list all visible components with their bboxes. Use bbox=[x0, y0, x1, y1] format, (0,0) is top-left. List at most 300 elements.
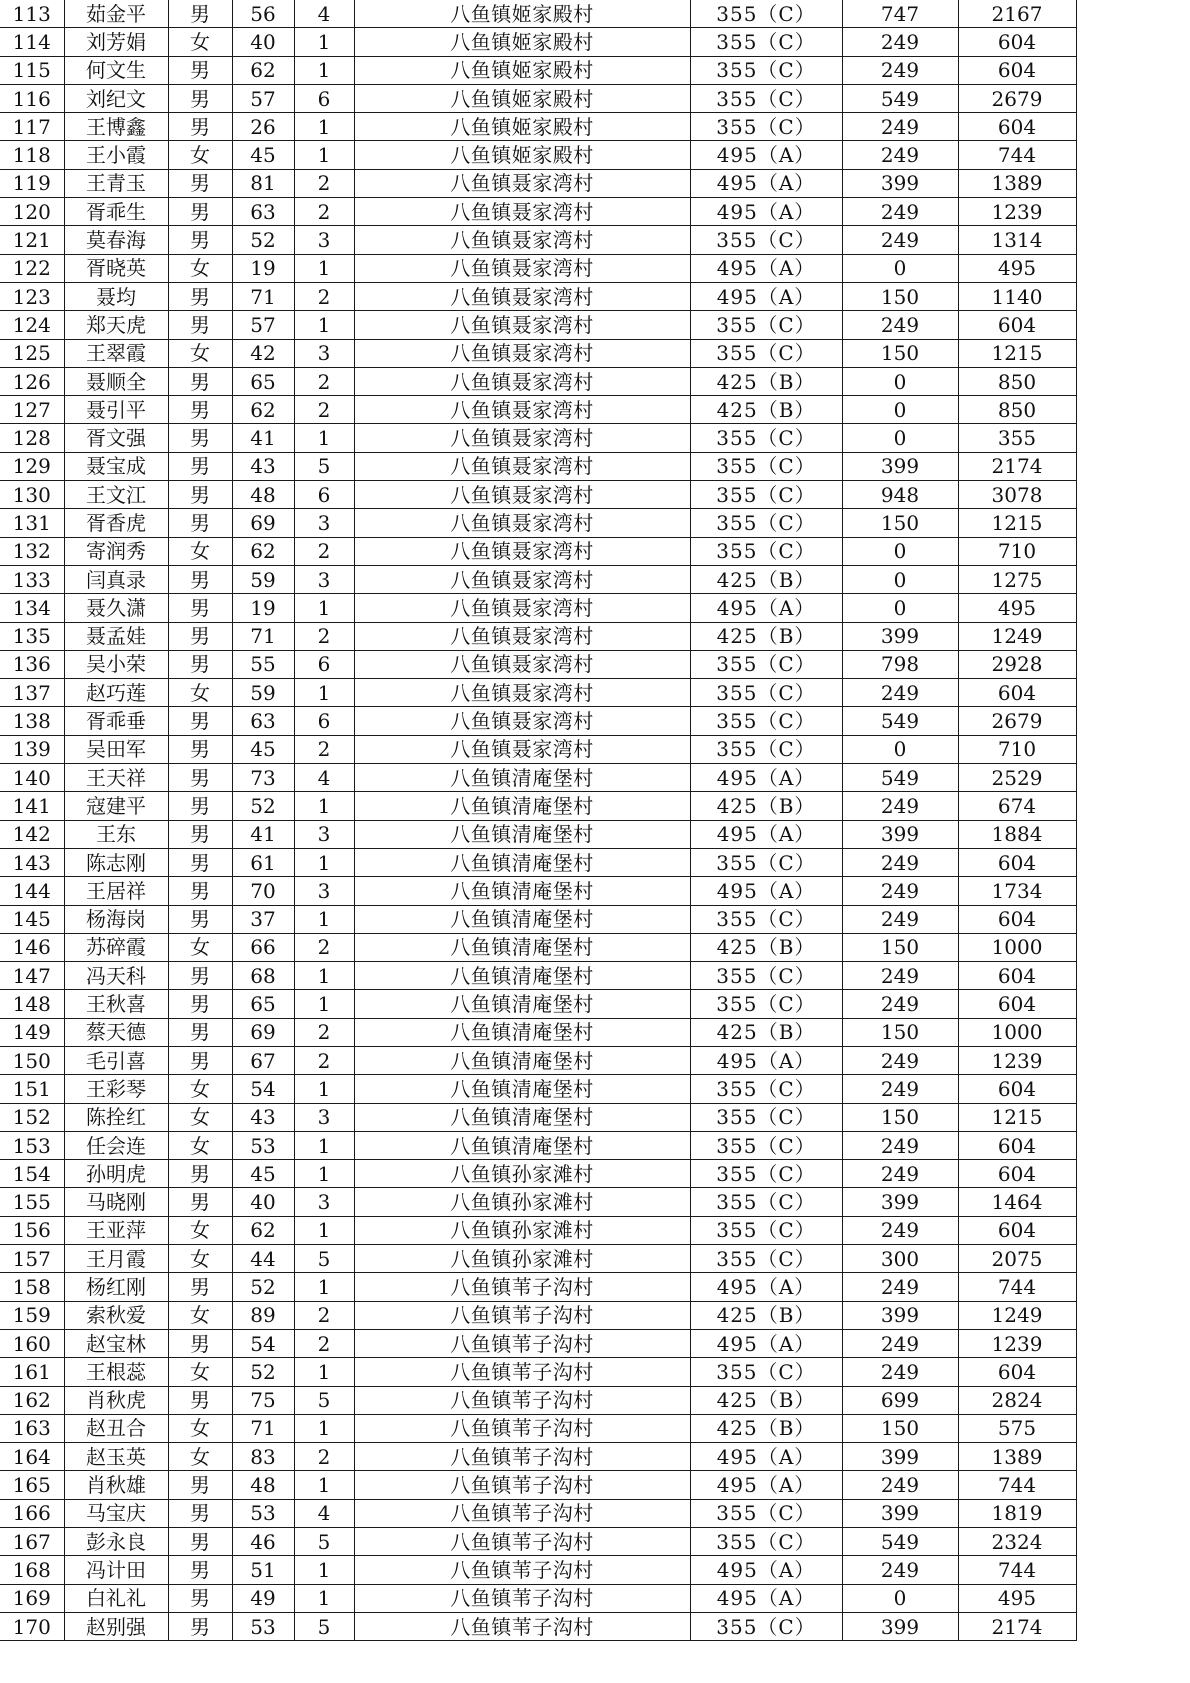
age-cell: 73 bbox=[232, 764, 294, 792]
serial-cell: 115 bbox=[0, 56, 64, 84]
name-cell: 茹金平 bbox=[64, 0, 168, 28]
serial-cell: 162 bbox=[0, 1386, 64, 1414]
standard-cell: 355（C） bbox=[690, 226, 842, 254]
address-cell: 八鱼镇清庵堡村 bbox=[354, 1018, 690, 1046]
gender-cell: 男 bbox=[168, 169, 232, 197]
table-row bbox=[0, 707, 1076, 735]
table-row bbox=[0, 1103, 1076, 1131]
total-cell: 2928 bbox=[958, 650, 1076, 678]
total-cell: 1249 bbox=[958, 1301, 1076, 1329]
total-cell: 604 bbox=[958, 848, 1076, 876]
table-row bbox=[0, 28, 1076, 56]
table-row bbox=[0, 452, 1076, 480]
standard-cell: 425（B） bbox=[690, 396, 842, 424]
total-cell: 604 bbox=[958, 56, 1076, 84]
standard-cell: 495（A） bbox=[690, 1556, 842, 1584]
standard-cell: 355（C） bbox=[690, 311, 842, 339]
age-cell: 52 bbox=[232, 1273, 294, 1301]
household-size-cell: 1 bbox=[294, 1216, 354, 1244]
standard-cell: 355（C） bbox=[690, 707, 842, 735]
name-cell: 王博鑫 bbox=[64, 113, 168, 141]
serial-cell: 151 bbox=[0, 1075, 64, 1103]
gender-cell: 男 bbox=[168, 1584, 232, 1612]
total-cell: 495 bbox=[958, 594, 1076, 622]
supplement-cell: 150 bbox=[842, 509, 958, 537]
supplement-cell: 249 bbox=[842, 792, 958, 820]
household-size-cell: 1 bbox=[294, 424, 354, 452]
household-size-cell: 5 bbox=[294, 1386, 354, 1414]
gender-cell: 男 bbox=[168, 792, 232, 820]
table-row bbox=[0, 792, 1076, 820]
table-row bbox=[0, 1273, 1076, 1301]
address-cell: 八鱼镇苇子沟村 bbox=[354, 1414, 690, 1442]
address-cell: 八鱼镇清庵堡村 bbox=[354, 820, 690, 848]
household-size-cell: 6 bbox=[294, 481, 354, 509]
age-cell: 71 bbox=[232, 622, 294, 650]
table-row bbox=[0, 339, 1076, 367]
name-cell: 王月霞 bbox=[64, 1245, 168, 1273]
address-cell: 八鱼镇聂家湾村 bbox=[354, 594, 690, 622]
address-cell: 八鱼镇聂家湾村 bbox=[354, 735, 690, 763]
household-size-cell: 2 bbox=[294, 198, 354, 226]
gender-cell: 男 bbox=[168, 905, 232, 933]
supplement-cell: 549 bbox=[842, 707, 958, 735]
table-row bbox=[0, 1528, 1076, 1556]
gender-cell: 女 bbox=[168, 1358, 232, 1386]
address-cell: 八鱼镇苇子沟村 bbox=[354, 1556, 690, 1584]
address-cell: 八鱼镇聂家湾村 bbox=[354, 622, 690, 650]
supplement-cell: 399 bbox=[842, 1443, 958, 1471]
table-row bbox=[0, 1414, 1076, 1442]
standard-cell: 355（C） bbox=[690, 905, 842, 933]
address-cell: 八鱼镇聂家湾村 bbox=[354, 650, 690, 678]
standard-cell: 355（C） bbox=[690, 962, 842, 990]
total-cell: 1884 bbox=[958, 820, 1076, 848]
gender-cell: 男 bbox=[168, 962, 232, 990]
address-cell: 八鱼镇姬家殿村 bbox=[354, 113, 690, 141]
address-cell: 八鱼镇聂家湾村 bbox=[354, 169, 690, 197]
address-cell: 八鱼镇苇子沟村 bbox=[354, 1358, 690, 1386]
age-cell: 54 bbox=[232, 1075, 294, 1103]
age-cell: 40 bbox=[232, 1188, 294, 1216]
standard-cell: 355（C） bbox=[690, 1131, 842, 1159]
address-cell: 八鱼镇姬家殿村 bbox=[354, 141, 690, 169]
gender-cell: 男 bbox=[168, 509, 232, 537]
household-size-cell: 1 bbox=[294, 990, 354, 1018]
age-cell: 55 bbox=[232, 650, 294, 678]
total-cell: 575 bbox=[958, 1414, 1076, 1442]
standard-cell: 495（A） bbox=[690, 820, 842, 848]
name-cell: 聂引平 bbox=[64, 396, 168, 424]
age-cell: 52 bbox=[232, 1358, 294, 1386]
total-cell: 2529 bbox=[958, 764, 1076, 792]
age-cell: 62 bbox=[232, 56, 294, 84]
serial-cell: 133 bbox=[0, 565, 64, 593]
total-cell: 1215 bbox=[958, 509, 1076, 537]
name-cell: 王翠霞 bbox=[64, 339, 168, 367]
serial-cell: 157 bbox=[0, 1245, 64, 1273]
serial-cell: 154 bbox=[0, 1160, 64, 1188]
household-size-cell: 5 bbox=[294, 452, 354, 480]
gender-cell: 男 bbox=[168, 424, 232, 452]
household-size-cell: 2 bbox=[294, 367, 354, 395]
gender-cell: 男 bbox=[168, 282, 232, 310]
supplement-cell: 249 bbox=[842, 1075, 958, 1103]
household-size-cell: 6 bbox=[294, 84, 354, 112]
standard-cell: 495（A） bbox=[690, 282, 842, 310]
name-cell: 王小霞 bbox=[64, 141, 168, 169]
address-cell: 八鱼镇苇子沟村 bbox=[354, 1528, 690, 1556]
name-cell: 赵别强 bbox=[64, 1612, 168, 1640]
total-cell: 1734 bbox=[958, 877, 1076, 905]
table-row bbox=[0, 1018, 1076, 1046]
address-cell: 八鱼镇清庵堡村 bbox=[354, 764, 690, 792]
serial-cell: 161 bbox=[0, 1358, 64, 1386]
serial-cell: 125 bbox=[0, 339, 64, 367]
address-cell: 八鱼镇苇子沟村 bbox=[354, 1612, 690, 1640]
total-cell: 744 bbox=[958, 141, 1076, 169]
address-cell: 八鱼镇孙家滩村 bbox=[354, 1245, 690, 1273]
standard-cell: 355（C） bbox=[690, 56, 842, 84]
total-cell: 1140 bbox=[958, 282, 1076, 310]
household-size-cell: 2 bbox=[294, 735, 354, 763]
name-cell: 杨海岗 bbox=[64, 905, 168, 933]
standard-cell: 355（C） bbox=[690, 1188, 842, 1216]
gender-cell: 男 bbox=[168, 311, 232, 339]
standard-cell: 355（C） bbox=[690, 1245, 842, 1273]
total-cell: 2075 bbox=[958, 1245, 1076, 1273]
household-size-cell: 1 bbox=[294, 1131, 354, 1159]
table-row bbox=[0, 1075, 1076, 1103]
table-row bbox=[0, 1188, 1076, 1216]
serial-cell: 138 bbox=[0, 707, 64, 735]
standard-cell: 425（B） bbox=[690, 1301, 842, 1329]
age-cell: 63 bbox=[232, 707, 294, 735]
standard-cell: 355（C） bbox=[690, 1528, 842, 1556]
supplement-cell: 249 bbox=[842, 1471, 958, 1499]
table-row bbox=[0, 877, 1076, 905]
address-cell: 八鱼镇苇子沟村 bbox=[354, 1471, 690, 1499]
total-cell: 604 bbox=[958, 905, 1076, 933]
household-size-cell: 1 bbox=[294, 1471, 354, 1499]
name-cell: 聂顺全 bbox=[64, 367, 168, 395]
age-cell: 62 bbox=[232, 396, 294, 424]
age-cell: 57 bbox=[232, 311, 294, 339]
age-cell: 63 bbox=[232, 198, 294, 226]
table-row bbox=[0, 1556, 1076, 1584]
table-row bbox=[0, 509, 1076, 537]
household-size-cell: 1 bbox=[294, 594, 354, 622]
standard-cell: 495（A） bbox=[690, 254, 842, 282]
standard-cell: 355（C） bbox=[690, 84, 842, 112]
age-cell: 45 bbox=[232, 141, 294, 169]
household-size-cell: 4 bbox=[294, 0, 354, 28]
supplement-cell: 399 bbox=[842, 169, 958, 197]
name-cell: 聂宝成 bbox=[64, 452, 168, 480]
standard-cell: 495（A） bbox=[690, 764, 842, 792]
total-cell: 1000 bbox=[958, 933, 1076, 961]
household-size-cell: 2 bbox=[294, 622, 354, 650]
address-cell: 八鱼镇聂家湾村 bbox=[354, 367, 690, 395]
serial-cell: 166 bbox=[0, 1499, 64, 1527]
table-row bbox=[0, 764, 1076, 792]
household-size-cell: 1 bbox=[294, 28, 354, 56]
serial-cell: 130 bbox=[0, 481, 64, 509]
total-cell: 744 bbox=[958, 1471, 1076, 1499]
supplement-cell: 150 bbox=[842, 282, 958, 310]
table-row bbox=[0, 1584, 1076, 1612]
table-row bbox=[0, 169, 1076, 197]
total-cell: 355 bbox=[958, 424, 1076, 452]
supplement-cell: 249 bbox=[842, 56, 958, 84]
name-cell: 郑天虎 bbox=[64, 311, 168, 339]
household-size-cell: 1 bbox=[294, 311, 354, 339]
supplement-cell: 150 bbox=[842, 1414, 958, 1442]
table-row bbox=[0, 1386, 1076, 1414]
serial-cell: 158 bbox=[0, 1273, 64, 1301]
table-row bbox=[0, 1471, 1076, 1499]
household-size-cell: 6 bbox=[294, 707, 354, 735]
supplement-cell: 549 bbox=[842, 84, 958, 112]
address-cell: 八鱼镇清庵堡村 bbox=[354, 792, 690, 820]
standard-cell: 495（A） bbox=[690, 1443, 842, 1471]
standard-cell: 355（C） bbox=[690, 1499, 842, 1527]
gender-cell: 男 bbox=[168, 848, 232, 876]
address-cell: 八鱼镇孙家滩村 bbox=[354, 1188, 690, 1216]
table-row bbox=[0, 282, 1076, 310]
supplement-cell: 249 bbox=[842, 198, 958, 226]
household-size-cell: 5 bbox=[294, 1528, 354, 1556]
age-cell: 43 bbox=[232, 1103, 294, 1131]
name-cell: 寇建平 bbox=[64, 792, 168, 820]
household-size-cell: 3 bbox=[294, 339, 354, 367]
table-row bbox=[0, 1612, 1076, 1640]
total-cell: 2824 bbox=[958, 1386, 1076, 1414]
age-cell: 81 bbox=[232, 169, 294, 197]
supplement-cell: 150 bbox=[842, 1103, 958, 1131]
table-row bbox=[0, 56, 1076, 84]
standard-cell: 495（A） bbox=[690, 198, 842, 226]
name-cell: 任会连 bbox=[64, 1131, 168, 1159]
household-size-cell: 3 bbox=[294, 565, 354, 593]
supplement-cell: 0 bbox=[842, 424, 958, 452]
household-size-cell: 1 bbox=[294, 141, 354, 169]
supplement-cell: 249 bbox=[842, 1046, 958, 1074]
name-cell: 杨红刚 bbox=[64, 1273, 168, 1301]
address-cell: 八鱼镇姬家殿村 bbox=[354, 84, 690, 112]
standard-cell: 355（C） bbox=[690, 735, 842, 763]
table-row bbox=[0, 565, 1076, 593]
age-cell: 59 bbox=[232, 679, 294, 707]
supplement-cell: 0 bbox=[842, 594, 958, 622]
address-cell: 八鱼镇聂家湾村 bbox=[354, 311, 690, 339]
standard-cell: 355（C） bbox=[690, 452, 842, 480]
standard-cell: 495（A） bbox=[690, 1046, 842, 1074]
age-cell: 65 bbox=[232, 990, 294, 1018]
serial-cell: 159 bbox=[0, 1301, 64, 1329]
supplement-cell: 249 bbox=[842, 113, 958, 141]
table-row bbox=[0, 141, 1076, 169]
address-cell: 八鱼镇聂家湾村 bbox=[354, 707, 690, 735]
name-cell: 莫春海 bbox=[64, 226, 168, 254]
name-cell: 王东 bbox=[64, 820, 168, 848]
age-cell: 68 bbox=[232, 962, 294, 990]
total-cell: 744 bbox=[958, 1273, 1076, 1301]
name-cell: 陈志刚 bbox=[64, 848, 168, 876]
gender-cell: 男 bbox=[168, 481, 232, 509]
name-cell: 何文生 bbox=[64, 56, 168, 84]
table-row bbox=[0, 367, 1076, 395]
total-cell: 3078 bbox=[958, 481, 1076, 509]
supplement-cell: 0 bbox=[842, 367, 958, 395]
household-size-cell: 2 bbox=[294, 1443, 354, 1471]
age-cell: 45 bbox=[232, 735, 294, 763]
total-cell: 850 bbox=[958, 396, 1076, 424]
table-row bbox=[0, 905, 1076, 933]
name-cell: 赵巧莲 bbox=[64, 679, 168, 707]
household-size-cell: 2 bbox=[294, 1301, 354, 1329]
age-cell: 43 bbox=[232, 452, 294, 480]
total-cell: 604 bbox=[958, 1131, 1076, 1159]
supplement-cell: 699 bbox=[842, 1386, 958, 1414]
household-size-cell: 2 bbox=[294, 396, 354, 424]
name-cell: 王秋喜 bbox=[64, 990, 168, 1018]
household-size-cell: 2 bbox=[294, 1329, 354, 1357]
address-cell: 八鱼镇清庵堡村 bbox=[354, 877, 690, 905]
age-cell: 69 bbox=[232, 509, 294, 537]
household-size-cell: 2 bbox=[294, 537, 354, 565]
total-cell: 1239 bbox=[958, 1046, 1076, 1074]
total-cell: 2324 bbox=[958, 1528, 1076, 1556]
standard-cell: 355（C） bbox=[690, 679, 842, 707]
gender-cell: 男 bbox=[168, 735, 232, 763]
gender-cell: 女 bbox=[168, 1216, 232, 1244]
name-cell: 赵玉英 bbox=[64, 1443, 168, 1471]
name-cell: 王亚萍 bbox=[64, 1216, 168, 1244]
gender-cell: 女 bbox=[168, 679, 232, 707]
age-cell: 19 bbox=[232, 254, 294, 282]
serial-cell: 120 bbox=[0, 198, 64, 226]
gender-cell: 男 bbox=[168, 594, 232, 622]
supplement-cell: 399 bbox=[842, 1612, 958, 1640]
total-cell: 1239 bbox=[958, 1329, 1076, 1357]
address-cell: 八鱼镇聂家湾村 bbox=[354, 509, 690, 537]
serial-cell: 152 bbox=[0, 1103, 64, 1131]
standard-cell: 425（B） bbox=[690, 933, 842, 961]
table-row bbox=[0, 594, 1076, 622]
standard-cell: 425（B） bbox=[690, 1414, 842, 1442]
gender-cell: 男 bbox=[168, 84, 232, 112]
gender-cell: 男 bbox=[168, 396, 232, 424]
address-cell: 八鱼镇苇子沟村 bbox=[354, 1499, 690, 1527]
table-row bbox=[0, 1443, 1076, 1471]
age-cell: 70 bbox=[232, 877, 294, 905]
gender-cell: 男 bbox=[168, 113, 232, 141]
table-row bbox=[0, 1245, 1076, 1273]
supplement-cell: 399 bbox=[842, 622, 958, 650]
name-cell: 白礼礼 bbox=[64, 1584, 168, 1612]
table-row bbox=[0, 848, 1076, 876]
total-cell: 604 bbox=[958, 113, 1076, 141]
serial-cell: 163 bbox=[0, 1414, 64, 1442]
household-size-cell: 1 bbox=[294, 1584, 354, 1612]
serial-cell: 147 bbox=[0, 962, 64, 990]
supplement-cell: 747 bbox=[842, 0, 958, 28]
name-cell: 王天祥 bbox=[64, 764, 168, 792]
total-cell: 1464 bbox=[958, 1188, 1076, 1216]
table-row bbox=[0, 1499, 1076, 1527]
name-cell: 毛引喜 bbox=[64, 1046, 168, 1074]
supplement-cell: 0 bbox=[842, 735, 958, 763]
total-cell: 1000 bbox=[958, 1018, 1076, 1046]
age-cell: 61 bbox=[232, 848, 294, 876]
supplement-cell: 798 bbox=[842, 650, 958, 678]
age-cell: 56 bbox=[232, 0, 294, 28]
address-cell: 八鱼镇姬家殿村 bbox=[354, 28, 690, 56]
age-cell: 59 bbox=[232, 565, 294, 593]
supplement-cell: 249 bbox=[842, 311, 958, 339]
name-cell: 刘芳娟 bbox=[64, 28, 168, 56]
supplement-cell: 0 bbox=[842, 537, 958, 565]
standard-cell: 495（A） bbox=[690, 141, 842, 169]
standard-cell: 495（A） bbox=[690, 169, 842, 197]
supplement-cell: 150 bbox=[842, 1018, 958, 1046]
gender-cell: 男 bbox=[168, 1046, 232, 1074]
total-cell: 604 bbox=[958, 1075, 1076, 1103]
gender-cell: 男 bbox=[168, 622, 232, 650]
serial-cell: 145 bbox=[0, 905, 64, 933]
address-cell: 八鱼镇聂家湾村 bbox=[354, 452, 690, 480]
standard-cell: 425（B） bbox=[690, 792, 842, 820]
supplement-cell: 549 bbox=[842, 1528, 958, 1556]
table-row bbox=[0, 1358, 1076, 1386]
standard-cell: 355（C） bbox=[690, 481, 842, 509]
total-cell: 604 bbox=[958, 1358, 1076, 1386]
name-cell: 胥乖生 bbox=[64, 198, 168, 226]
table-row bbox=[0, 735, 1076, 763]
standard-cell: 355（C） bbox=[690, 537, 842, 565]
address-cell: 八鱼镇聂家湾村 bbox=[354, 282, 690, 310]
serial-cell: 149 bbox=[0, 1018, 64, 1046]
supplement-cell: 0 bbox=[842, 1584, 958, 1612]
serial-cell: 127 bbox=[0, 396, 64, 424]
standard-cell: 355（C） bbox=[690, 1358, 842, 1386]
age-cell: 44 bbox=[232, 1245, 294, 1273]
household-size-cell: 2 bbox=[294, 1046, 354, 1074]
standard-cell: 355（C） bbox=[690, 1103, 842, 1131]
household-size-cell: 2 bbox=[294, 282, 354, 310]
supplement-cell: 249 bbox=[842, 1358, 958, 1386]
total-cell: 1239 bbox=[958, 198, 1076, 226]
supplement-cell: 249 bbox=[842, 1131, 958, 1159]
gender-cell: 女 bbox=[168, 933, 232, 961]
address-cell: 八鱼镇姬家殿村 bbox=[354, 0, 690, 28]
table-row bbox=[0, 1131, 1076, 1159]
table-row bbox=[0, 84, 1076, 112]
gender-cell: 女 bbox=[168, 28, 232, 56]
supplement-cell: 249 bbox=[842, 1329, 958, 1357]
serial-cell: 148 bbox=[0, 990, 64, 1018]
age-cell: 19 bbox=[232, 594, 294, 622]
gender-cell: 女 bbox=[168, 254, 232, 282]
address-cell: 八鱼镇清庵堡村 bbox=[354, 933, 690, 961]
address-cell: 八鱼镇聂家湾村 bbox=[354, 565, 690, 593]
standard-cell: 425（B） bbox=[690, 367, 842, 395]
age-cell: 37 bbox=[232, 905, 294, 933]
table-row bbox=[0, 1301, 1076, 1329]
name-cell: 寄润秀 bbox=[64, 537, 168, 565]
supplement-cell: 249 bbox=[842, 877, 958, 905]
